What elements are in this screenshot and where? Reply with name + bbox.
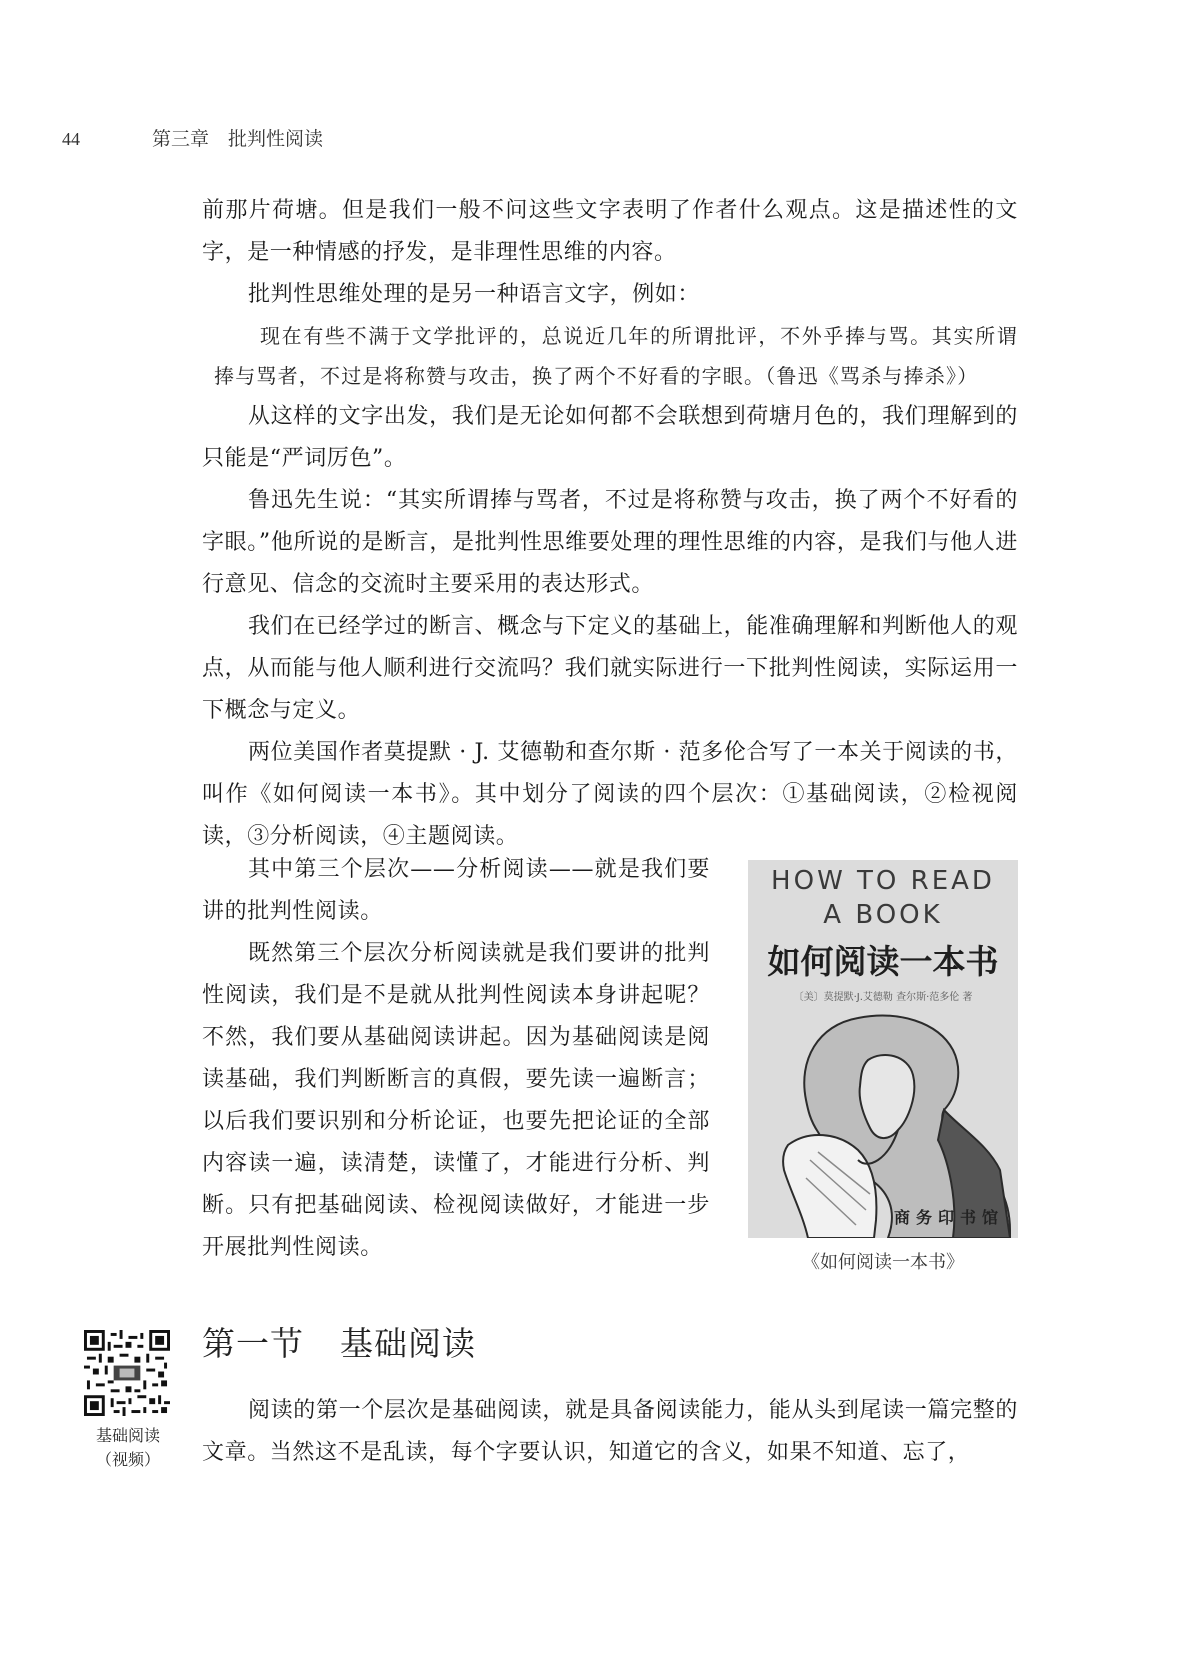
qr-caption-line2: （视频） (95, 1450, 160, 1469)
paragraph: 两位美国作者莫提默 · J. 艾德勒和查尔斯 · 范多伦合写了一本关于阅读的书，叫作《如何阅读一本书》。其中划分了阅读的四个层次：①基础阅读，②检视阅读，③分析阅读，④主题阅读。 (202, 740, 1018, 849)
paragraph: 我们在已经学过的断言、概念与下定义的基础上，能准确理解和判断他人的观点，从而能与他人顺利进行交流吗？我们就实际进行一下批判性阅读，实际运用一下概念与定义。 (202, 614, 1018, 723)
section-number: 第一节 (202, 1324, 304, 1363)
cover-illustration (748, 860, 1018, 1238)
book-cover-image (748, 860, 1018, 1238)
paragraph: 阅读的第一个层次是基础阅读，就是具备阅读能力，能从头到尾读一篇完整的文章。当然这不是乱读，每个字要认识，知道它的含义，如果不知道、忘了， (202, 1398, 1018, 1465)
section-title: 基础阅读 (340, 1324, 476, 1363)
text-block-top (202, 190, 1018, 858)
block-quote (202, 316, 1018, 396)
text-block-wrapped (202, 849, 710, 1269)
paragraph: 既然第三个层次分析阅读就是我们要讲的批判性阅读，我们是不是就从批判性阅读本身讲起呢？不然，我们要从基础阅读讲起。因为基础阅读是阅读基础，我们判断断言的真假，要先读一遍断言；以后我们要识别和分析论证，也要先把论证的全部内容读一遍，读清楚，读懂了，才能进行分析、判断。只有把基础阅读、检视阅读做好，才能进一步开展批判性阅读。 (202, 941, 710, 1260)
running-head (62, 124, 323, 151)
paragraph: 其中第三个层次——分析阅读——就是我们要讲的批判性阅读。 (202, 857, 710, 924)
quote-text: 现在有些不满于文学批评的，总说近几年的所谓批评，不外乎捧与骂。其实所谓捧与骂者，不过是将称赞与攻击，换了两个不好看的字眼。（鲁迅《骂杀与捧杀》） (214, 324, 1018, 388)
figure-caption: 《如何阅读一本书》 (802, 1252, 964, 1273)
paragraph: 鲁迅先生说：“其实所谓捧与骂者，不过是将称赞与攻击，换了两个不好看的字眼。”他所说的是断言，是批判性思维要处理的理性思维的内容，是我们与他人进行意见、信念的交流时主要采用的表达形式。 (202, 488, 1018, 597)
paragraph: 批判性思维处理的是另一种语言文字，例如： (248, 282, 701, 307)
text-block-bottom (202, 1390, 1018, 1474)
page-number: 44 (62, 129, 80, 149)
chapter-title: 第三章 批判性阅读 (152, 128, 324, 150)
cover-title-en-line1: HOW TO READ (771, 866, 995, 896)
cover-publisher: 商务印书馆 (893, 1208, 1004, 1227)
qr-caption (70, 1424, 186, 1472)
paragraph: 前那片荷塘。但是我们一般不问这些文字表明了作者什么观点。这是描述性的文字，是一种情感的抒发，是非理性思维的内容。 (202, 198, 1018, 265)
qr-code-icon[interactable] (84, 1330, 170, 1416)
section-heading (202, 1318, 476, 1365)
cover-title-en-line2: A BOOK (823, 900, 943, 930)
cover-title-cn: 如何阅读一本书 (767, 942, 999, 981)
paragraph: 从这样的文字出发，我们是无论如何都不会联想到荷塘月色的，我们理解到的只能是“严词厉色”。 (202, 404, 1018, 471)
cover-author-line: 〔美〕莫提默·J.艾德勒 查尔斯·范多伦 著 (793, 992, 973, 1003)
qr-caption-line1: 基础阅读 (95, 1426, 160, 1445)
